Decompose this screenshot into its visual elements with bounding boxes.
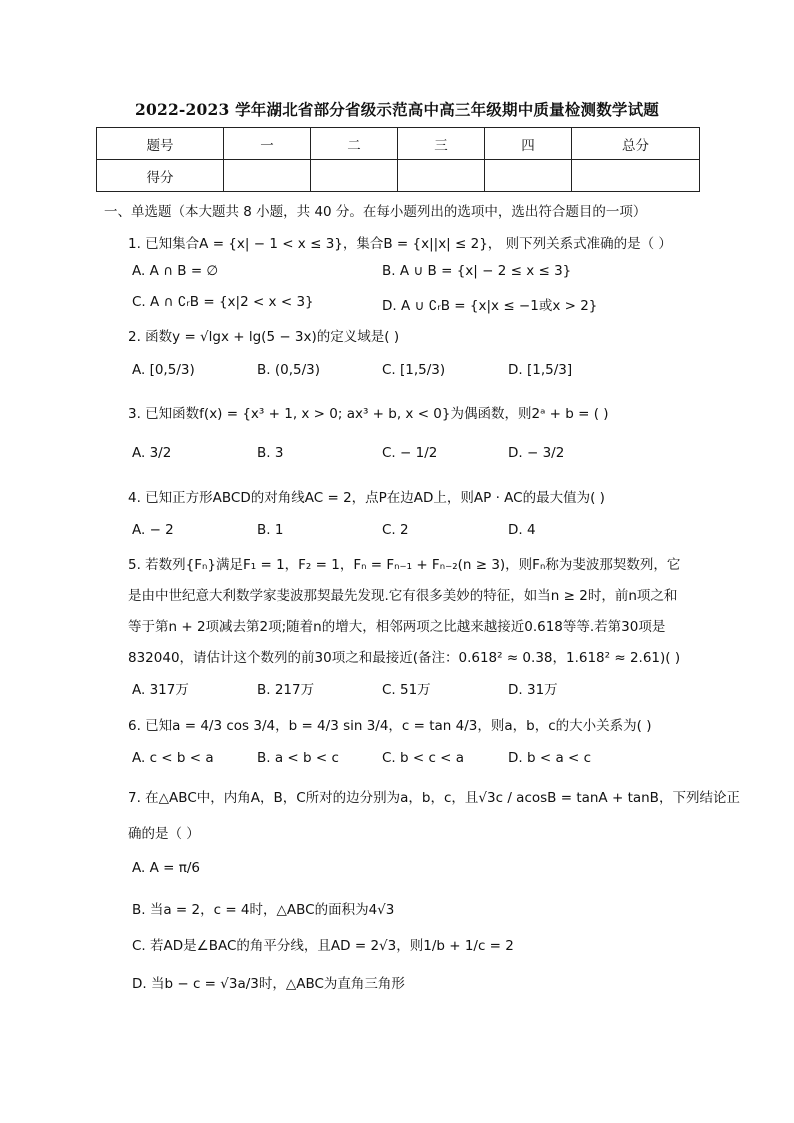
question-3-option-c: C. − 1/2 xyxy=(382,445,438,461)
question-3-option-a: A. 3/2 xyxy=(132,445,172,461)
question-5-option-d: D. 31万 xyxy=(508,682,558,698)
question-4-option-c: C. 2 xyxy=(382,522,409,538)
question-2-option-a: A. [0,5/3) xyxy=(132,362,195,378)
table-cell: 二 xyxy=(311,128,398,160)
question-5-stem-line-1: 5. 若数列{Fₙ}满足F₁ = 1，F₂ = 1，Fₙ = Fₙ₋₁ + Fₙ₋₂(n ≥ 3)，则Fₙ称为斐波那契数列，它 xyxy=(128,557,681,573)
question-2-option-b: B. (0,5/3) xyxy=(257,362,320,378)
table-cell: 总分 xyxy=(572,128,700,160)
table-cell: 得分 xyxy=(97,160,224,192)
question-7-stem-line-2: 确的是（ ） xyxy=(128,826,200,842)
question-1-option-d: D. A ∪ ∁ᵣB = {x|x ≤ −1或x > 2} xyxy=(382,298,598,314)
question-5-stem-line-3: 等于第n + 2项减去第2项;随着n的增大，相邻两项之比越来越接近0.618等等.若第30项是 xyxy=(128,619,666,635)
question-7-option-a: A. A = π/6 xyxy=(132,860,200,876)
question-7-option-c: C. 若AD是∠BAC的角平分线，且AD = 2√3，则1/b + 1/c = 2 xyxy=(132,938,514,954)
score-table xyxy=(96,127,700,192)
question-5-stem-line-4: 832040，请估计这个数列的前30项之和最接近(备注：0.618² ≈ 0.38，1.618² ≈ 2.61)( ) xyxy=(128,650,681,666)
table-cell: 题号 xyxy=(97,128,224,160)
question-7-stem-line-1: 7. 在△ABC中，内角A，B，C所对的边分别为a，b，c，且√3c / acosB = tanA + tanB，下列结论正 xyxy=(128,790,740,806)
table-cell xyxy=(572,160,700,192)
question-4-option-b: B. 1 xyxy=(257,522,284,538)
page-title: 2022-2023 学年湖北省部分省级示范高中高三年级期中质量检测数学试题 xyxy=(134,100,659,119)
table-cell xyxy=(398,160,485,192)
table-cell: 三 xyxy=(398,128,485,160)
question-4-option-d: D. 4 xyxy=(508,522,536,538)
question-5-option-c: C. 51万 xyxy=(382,682,431,698)
question-1-stem: 1. 已知集合A = {x| − 1 < x ≤ 3}，集合B = {x||x| ≤ 2}， 则下列关系式准确的是（ ） xyxy=(128,236,672,252)
question-1-option-b: B. A ∪ B = {x| − 2 ≤ x ≤ 3} xyxy=(382,263,572,279)
question-1-option-a: A. A ∩ B = ∅ xyxy=(132,263,219,279)
table-cell: 一 xyxy=(224,128,311,160)
question-2-stem: 2. 函数y = √lgx + lg(5 − 3x)的定义域是( ) xyxy=(128,329,400,345)
question-5-option-b: B. 217万 xyxy=(257,682,315,698)
question-3-option-d: D. − 3/2 xyxy=(508,445,565,461)
question-3-option-b: B. 3 xyxy=(257,445,284,461)
question-4-stem: 4. 已知正方形ABCD的对角线AC = 2，点P在边AD上，则AP · AC的最大值为( ) xyxy=(128,490,605,506)
table-cell xyxy=(485,160,572,192)
question-6-option-b: B. a < b < c xyxy=(257,750,339,766)
table-cell xyxy=(311,160,398,192)
question-6-option-c: C. b < c < a xyxy=(382,750,465,766)
section-heading: 一、单选题（本大题共 8 小题，共 40 分。在每小题列出的选项中，选出符合题目的一项） xyxy=(104,204,647,220)
question-2-option-d: D. [1,5/3] xyxy=(508,362,573,378)
table-cell xyxy=(224,160,311,192)
question-1-option-c: C. A ∩ ∁ᵣB = {x|2 < x < 3} xyxy=(132,294,314,310)
question-6-option-d: D. b < a < c xyxy=(508,750,592,766)
question-7-option-b: B. 当a = 2，c = 4时，△ABC的面积为4√3 xyxy=(132,902,395,918)
table-row xyxy=(97,160,700,192)
question-6-stem: 6. 已知a = 4/3 cos 3/4，b = 4/3 sin 3/4，c = tan 4/3，则a，b，c的大小关系为( ) xyxy=(128,718,652,734)
question-7-option-d: D. 当b − c = √3a/3时，△ABC为直角三角形 xyxy=(132,976,405,992)
question-5-option-a: A. 317万 xyxy=(132,682,189,698)
table-row xyxy=(97,128,700,160)
question-4-option-a: A. − 2 xyxy=(132,522,174,538)
question-5-stem-line-2: 是由中世纪意大利数学家斐波那契最先发现.它有很多美妙的特征，如当n ≥ 2时，前n项之和 xyxy=(128,588,678,604)
table-cell: 四 xyxy=(485,128,572,160)
question-2-option-c: C. [1,5/3) xyxy=(382,362,446,378)
question-3-stem: 3. 已知函数f(x) = {x³ + 1, x > 0; ax³ + b, x < 0}为偶函数，则2ᵃ + b = ( ) xyxy=(128,406,609,422)
question-6-option-a: A. c < b < a xyxy=(132,750,214,766)
